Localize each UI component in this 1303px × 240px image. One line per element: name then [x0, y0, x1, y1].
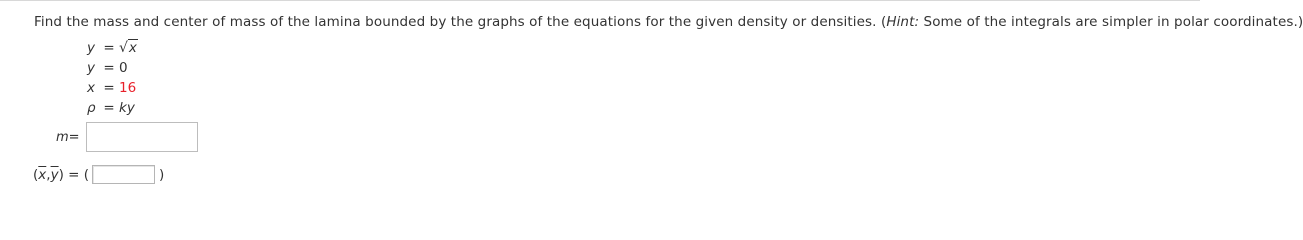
question-text [34, 14, 1303, 30]
comma: , [46, 166, 51, 183]
y-bar-symbol: $\overline{y}$ [50, 166, 59, 183]
mass-answer-input[interactable] [86, 122, 198, 152]
hint-label: Hint: [886, 14, 920, 30]
equals-sign: = [103, 100, 115, 116]
close-paren: ) [159, 166, 165, 183]
radicand: x [128, 40, 137, 56]
equation-rhs: ky [119, 100, 135, 116]
equation-list [87, 38, 138, 118]
equation-lhs: y [87, 40, 95, 56]
question-body: Find the mass and center of mass of the lamina bounded by the graphs of the equations for the given density or densities. ( [34, 14, 887, 30]
mass-label: m [56, 129, 69, 145]
center-of-mass-answer-row [33, 165, 164, 184]
hint-text: Some of the integrals are simpler in polar coordinates.) [919, 14, 1303, 30]
open-paren: ( [33, 166, 39, 183]
equation-rhs-highlighted: 16 [119, 80, 137, 96]
density-symbol: ρ [87, 100, 96, 116]
sqrt-expression [119, 38, 138, 58]
mass-answer-row [56, 122, 198, 152]
equals-sign: = [103, 80, 115, 96]
equation-lhs: x [87, 80, 95, 96]
equals-sign: = [103, 60, 115, 76]
equation-lhs: y [87, 60, 95, 76]
equation-row [87, 38, 138, 58]
radical-sign: √ [119, 40, 128, 56]
equation-row [87, 98, 138, 118]
equals-sign: = [103, 40, 115, 56]
equation-rhs: 0 [119, 60, 128, 76]
equation-row [87, 78, 138, 98]
close-equals-open: ) = ( [58, 166, 90, 183]
x-bar-symbol: $\overline{x}$ [38, 166, 47, 183]
equation-row [87, 58, 138, 78]
center-of-mass-x-input[interactable] [92, 165, 155, 184]
mass-equals: = [68, 129, 80, 145]
